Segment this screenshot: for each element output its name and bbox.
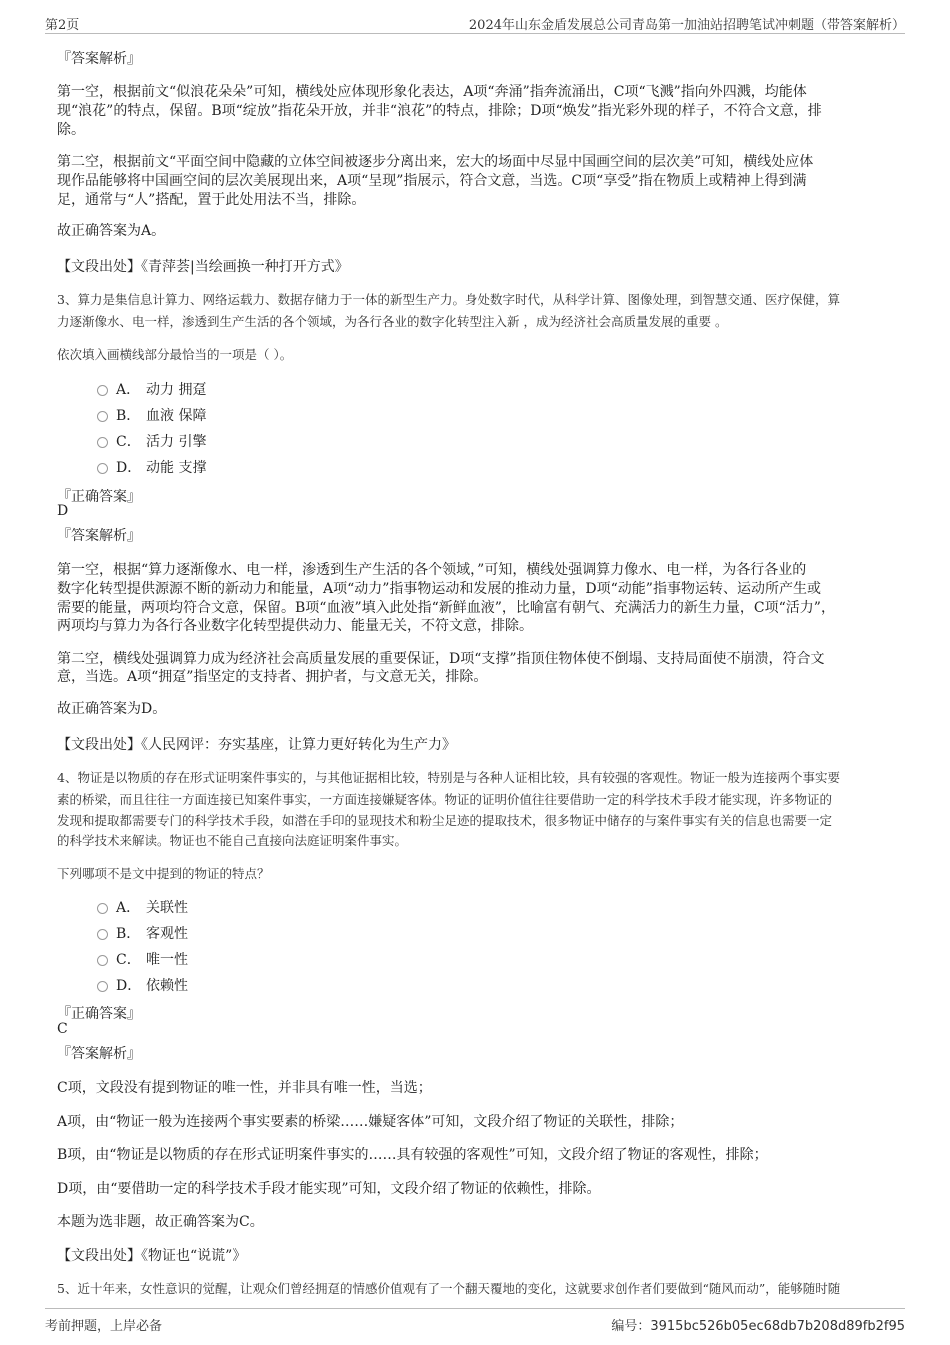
q4-prompt: 下列哪项不是文中提到的物证的特点？ bbox=[57, 866, 270, 881]
q2-analysis-line: 足，通常与“人”搭配，置于此处用法不当，排除。 bbox=[57, 192, 366, 208]
q2-analysis-line: 现作品能够将中国画空间的层次美展现出来，A项“呈现”指展示，符合文意，当选。C项“享受”指在物质上或精神上得到满 bbox=[57, 173, 807, 189]
q4-stem-line: 素的桥梁，而且往往一方面连接已知案件事实，一方面连接嫌疑客体。物证的证明价值往往要借助一定的科学技术手段才能实现，许多物证的 bbox=[57, 792, 833, 807]
page-number: 第2页 bbox=[45, 18, 80, 33]
q4-analysis-line: A项，由“物证一般为连接两个事实要素的桥梁……嫌疑客体”可知，文段介绍了物证的关联性，排除； bbox=[57, 1114, 684, 1130]
q3-option-b[interactable] bbox=[97, 405, 206, 425]
q3-analysis-line: 两项均与算力为各行各业数字化转型提供动力、能量无关，不符文意，排除。 bbox=[57, 618, 533, 634]
option-text: 动能 支撑 bbox=[146, 460, 207, 476]
option-text: 唯一性 bbox=[146, 952, 188, 968]
radio-icon[interactable] bbox=[97, 463, 108, 474]
q3-correct-answer: D bbox=[57, 503, 69, 519]
q3-option-a[interactable] bbox=[97, 379, 206, 399]
option-letter: D． bbox=[116, 460, 142, 476]
q3-conclusion: 故正确答案为D。 bbox=[57, 701, 167, 717]
q4-stem-line: 发现和提取都需要专门的科学技术手段，如潜在手印的显现技术和粉尘足迹的提取技术，很多物证中储存的与案件事实有关的信息也需要一定 bbox=[57, 813, 833, 828]
option-letter: A． bbox=[116, 900, 141, 916]
q3-analysis-line: 第二空，横线处强调算力成为经济社会高质量发展的重要保证，D项“支撑”指顶住物体使不倒塌、支持局面使不崩溃，符合文 bbox=[57, 651, 825, 667]
q3-analysis-line: 需要的能量，两项均符合文意，保留。B项“血液”填入此处指“新鲜血液”，比喻富有朝气、充满活力的新生力量，C项“活力”， bbox=[57, 600, 835, 616]
q2-analysis-line: 第二空，根据前文“平面空间中隐藏的立体空间被逐步分离出来，宏大的场面中尽显中国画空间的层次美”可知，横线处应体 bbox=[57, 154, 814, 170]
q2-analysis-line: 现“浪花”的特点，保留。B项“绽放”指花朵开放，并非“浪花”的特点，排除；D项“焕发”指光彩外现的样子，不符合文意，排 bbox=[57, 103, 822, 119]
option-letter: C． bbox=[116, 434, 141, 450]
q4-option-a[interactable] bbox=[97, 897, 188, 917]
q4-analysis-line: B项，由“物证是以物质的存在形式证明案件事实的……具有较强的客观性”可知，文段介绍了物证的客观性，排除； bbox=[57, 1147, 768, 1163]
q2-analysis-line: 除。 bbox=[57, 122, 85, 138]
code-label: 编号： bbox=[611, 1319, 651, 1334]
q2-source: 【文段出处】《青萍荟|当绘画换一种打开方式》 bbox=[57, 259, 349, 275]
q5-stem-line: 5、近十年来，女性意识的觉醒，让观众们曾经拥趸的情感价值观有了一个翻天覆地的变化，这就要求创作者们要做到“随风而动”，能够随时随 bbox=[57, 1281, 841, 1296]
q3-stem-line: 力逐渐像水、电一样，渗透到生产生活的各个领域，为各行各业的数字化转型注入新 ，成为经济社会高质量发展的重要 。 bbox=[57, 314, 728, 329]
footer-divider bbox=[45, 1308, 905, 1309]
q4-correct-label: 『正确答案』 bbox=[57, 1006, 141, 1022]
option-letter: B． bbox=[116, 408, 141, 424]
option-text: 关联性 bbox=[146, 900, 188, 916]
document-code bbox=[611, 1315, 905, 1334]
q3-analysis-line: 意，当选。A项“拥趸”指坚定的支持者、拥护者，与文意无关，排除。 bbox=[57, 669, 488, 685]
option-letter: B． bbox=[116, 926, 141, 942]
q3-stem-line: 3、算力是集信息计算力、网络运载力、数据存储力于一体的新型生产力。身处数字时代，从科学计算、图像处理，到智慧交通、医疗保健，算 bbox=[57, 292, 840, 307]
footer-slogan: 考前押题，上岸必备 bbox=[45, 1319, 163, 1334]
q4-analysis-label: 『答案解析』 bbox=[57, 1046, 141, 1062]
q4-stem-line: 4、物证是以物质的存在形式证明案件事实的，与其他证据相比较，特别是与各种人证相比较，具有较强的客观性。物证一般为连接两个事实要 bbox=[57, 770, 840, 785]
q2-analysis-line: 第一空，根据前文“似浪花朵朵”可知，横线处应体现形象化表达，A项“奔涌”指奔流涌出，C项“飞溅”指向外四溅，均能体 bbox=[57, 84, 807, 100]
document-title: 2024年山东金盾发展总公司青岛第一加油站招聘笔试冲刺题（带答案解析） bbox=[468, 18, 905, 33]
q4-source: 【文段出处】《物证也“说谎”》 bbox=[57, 1248, 247, 1264]
option-letter: A． bbox=[116, 382, 141, 398]
option-text: 客观性 bbox=[146, 926, 188, 942]
q2-conclusion: 故正确答案为A。 bbox=[57, 223, 166, 239]
option-text: 血液 保障 bbox=[146, 408, 207, 424]
option-text: 依赖性 bbox=[146, 978, 188, 994]
q3-option-c[interactable] bbox=[97, 431, 206, 451]
q3-analysis-line: 第一空，根据“算力逐渐像水、电一样，渗透到生产生活的各个领域，”可知，横线处强调算力像水、电一样，为各行各业的 bbox=[57, 562, 807, 578]
header-divider bbox=[45, 33, 905, 34]
radio-icon[interactable] bbox=[97, 411, 108, 422]
radio-icon[interactable] bbox=[97, 929, 108, 940]
radio-icon[interactable] bbox=[97, 385, 108, 396]
q4-stem-line: 的科学技术来解读。物证也不能自己直接向法庭证明案件事实。 bbox=[57, 833, 408, 848]
q3-option-d[interactable] bbox=[97, 457, 206, 477]
q3-analysis-label: 『答案解析』 bbox=[57, 528, 141, 544]
q4-conclusion: 本题为选非题，故正确答案为C。 bbox=[57, 1214, 264, 1230]
q3-correct-label: 『正确答案』 bbox=[57, 489, 141, 505]
radio-icon[interactable] bbox=[97, 981, 108, 992]
q4-option-d[interactable] bbox=[97, 975, 188, 995]
radio-icon[interactable] bbox=[97, 437, 108, 448]
option-text: 活力 引擎 bbox=[146, 434, 207, 450]
q4-option-c[interactable] bbox=[97, 949, 188, 969]
option-text: 动力 拥趸 bbox=[146, 382, 207, 398]
q4-analysis-line: D项，由“要借助一定的科学技术手段才能实现”可知，文段介绍了物证的依赖性，排除。 bbox=[57, 1181, 601, 1197]
q2-analysis-label: 『答案解析』 bbox=[57, 51, 141, 67]
q4-correct-answer: C bbox=[57, 1021, 68, 1037]
code-value: 3915bc526b05ec68db7b208d89fb2f95 bbox=[650, 1319, 905, 1334]
radio-icon[interactable] bbox=[97, 903, 108, 914]
q3-analysis-line: 数字化转型提供源源不断的新动力和能量，A项“动力”指事物运动和发展的推动力量，D项“动能”指事物运转、运动所产生或 bbox=[57, 581, 821, 597]
q4-option-b[interactable] bbox=[97, 923, 188, 943]
option-letter: D． bbox=[116, 978, 142, 994]
q3-prompt: 依次填入画横线部分最恰当的一项是（ ）。 bbox=[57, 347, 293, 362]
option-letter: C． bbox=[116, 952, 141, 968]
q4-analysis-line: C项，文段没有提到物证的唯一性，并非具有唯一性，当选； bbox=[57, 1080, 432, 1096]
radio-icon[interactable] bbox=[97, 955, 108, 966]
q3-source: 【文段出处】《人民网评：夯实基座，让算力更好转化为生产力》 bbox=[57, 737, 456, 753]
